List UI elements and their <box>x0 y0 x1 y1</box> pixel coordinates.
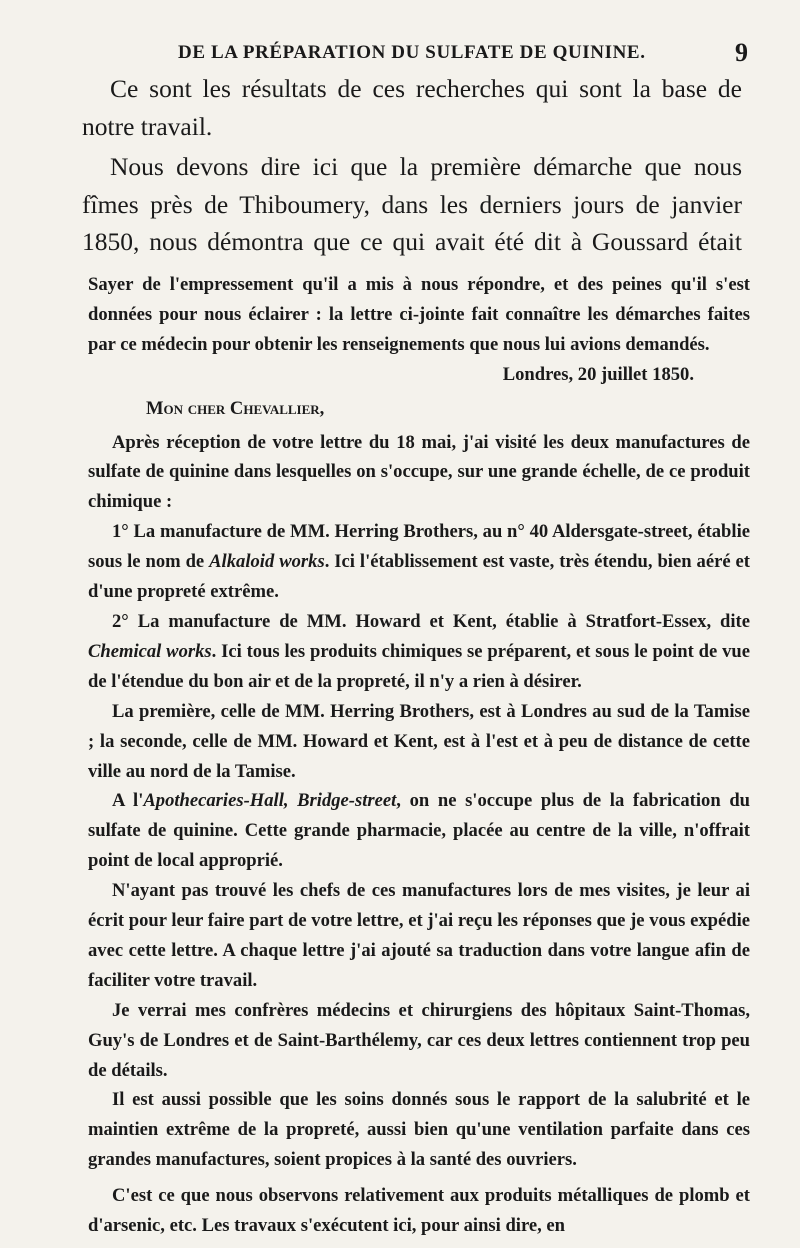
letter-paragraph-5 <box>88 786 750 876</box>
italic-run: Chemical works <box>88 640 212 662</box>
letter-paragraph-4: La première, celle de MM. Herring Brothers, est à Londres au sud de la Tamise ; la seconde, celle de MM. Howard et Kent, est à l'est et à peu de distance de cette ville au nord de la Tamise. <box>88 700 750 782</box>
text-run: 2° La manufacture de MM. Howard et Kent, établie à Stratfort-Essex, dite <box>112 610 750 632</box>
letter-intro-paragraph: Sayer de l'empressement qu'il a mis à nous répondre, et des peines qu'il s'est données pour nous éclairer : la lettre ci-jointe fait connaître les démarches faites par ce médecin pour obtenir les renseignements que nous lui avions demandés. <box>88 274 750 355</box>
text-run: 1° La manufacture de MM. Herring Brothers, au n° 40 Aldersgate-street, établie sous le nom de <box>88 521 750 573</box>
letter-paragraph-9: C'est ce que nous observons relativement aux produits métalliques de plomb et d'arsenic, etc. Les travaux s'exécutent ici, pour ainsi dire, en <box>88 1185 750 1237</box>
italic-run: Apothecaries-Hall, Bridge-street <box>143 790 397 812</box>
letter-paragraph-7: Je verrai mes confrères médecins et chirurgiens des hôpitaux Saint-Thomas, Guy's de Londres et de Saint-Barthélemy, car ces deux lettres contiennent trop peu de détails. <box>88 999 750 1081</box>
letter-paragraph-3 <box>88 607 750 697</box>
letter-paragraph-1: Après réception de votre lettre du 18 mai, j'ai visité les deux manufactures de sulfate de quinine dans lesquelles on s'occupe, sur une grande échelle, de ce produit chimique : <box>88 431 750 513</box>
text-run: . Ici l'établissement est vaste, très étendu, bien aéré et d'une propreté extrême. <box>88 551 751 603</box>
running-head <box>0 38 800 68</box>
text-run: , on ne s'occupe plus de la fabrication du sulfate de quinine. Cette grande pharmacie, placée au centre de la ville, n'offrait point de local approprié. <box>88 790 750 872</box>
letter-paragraph-8: Il est aussi possible que les soins donnés sous le rapport de la salubrité et le maintien extrême de la propreté, aussi bien qu'une ventilation parfaite dans ces grandes manufactures, soient propices à la santé des ouvriers. <box>88 1089 750 1171</box>
intro-paragraph-2: Nous devons dire ici que la première démarche que nous fîmes près de Thiboumery, dans les derniers jours de janvier 1850, nous démontra que ce qui avait été dit à Goussard était <box>82 152 742 256</box>
letter-paragraph-2 <box>88 517 750 607</box>
letter-paragraph-6: N'ayant pas trouvé les chefs de ces manufactures lors de mes visites, je leur ai écrit pour leur faire part de votre lettre, et j'ai reçu les réponses que je vous expédie avec cette lettre. A chaque lettre j'ai ajouté sa traduction dans votre langue afin de faciliter votre travail. <box>88 880 750 991</box>
text-run: A l' <box>112 790 144 812</box>
intro-paragraph-1: Ce sont les résultats de ces recherches qui sont la base de notre travail. <box>82 74 742 141</box>
running-title: DE LA PRÉPARATION DU SULFATE DE QUININE. <box>178 42 646 63</box>
italic-run: Alkaloid works <box>209 551 325 573</box>
intro-text <box>82 70 742 261</box>
text-run: . Ici tous les produits chimiques se préparent, et sous le point de vue de l'étendue du bon air et de la propreté, il n'y a rien à désirer. <box>88 640 750 692</box>
letter-text <box>88 270 750 1241</box>
dateline: Londres, 20 juillet 1850. <box>502 363 694 385</box>
salutation: Mon cher Chevallier, <box>146 397 325 419</box>
page-number: 9 <box>735 38 748 67</box>
